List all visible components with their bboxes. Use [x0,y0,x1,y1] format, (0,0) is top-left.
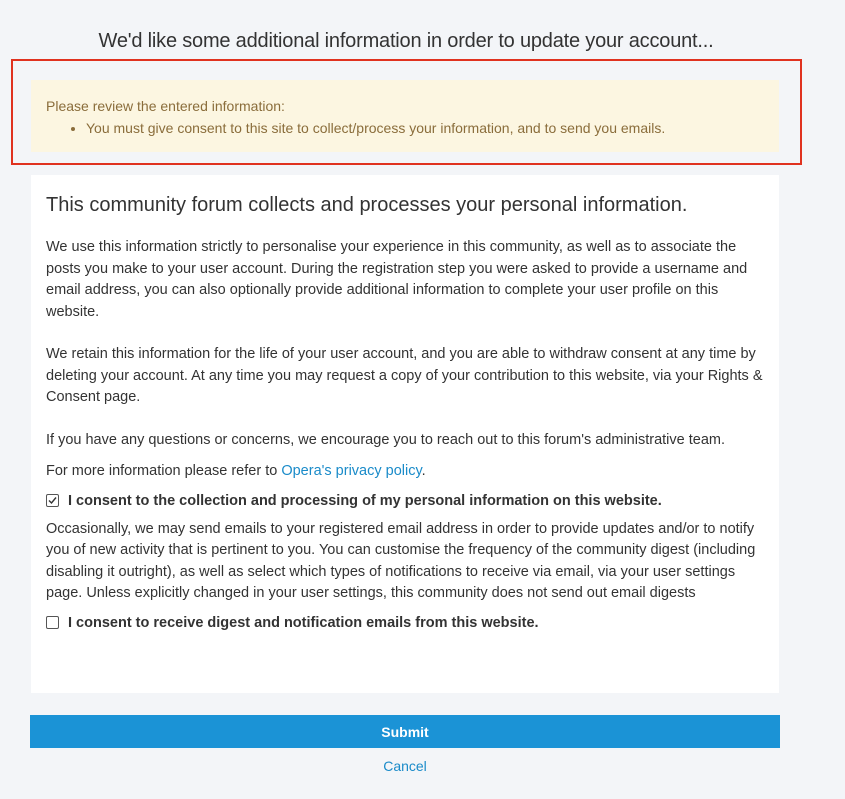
cancel-link [0,758,810,774]
page-title: We'd like some additional information in order to update your account... [98,30,714,52]
consent-emails-row[interactable] [46,615,763,631]
consent-processing-row[interactable] [46,493,763,509]
submit-button[interactable]: Submit [30,715,780,748]
alert-list [46,118,779,138]
info-paragraph-retention: We retain this information for the life of your user account, and you are able to withdraw consent at any time by deleting your account. At any time you may request a copy of your contribution to this website, via your Rights & Consent page. [46,346,763,405]
privacy-suffix: . [421,463,426,479]
info-paragraph-emails: Occasionally, we may send emails to your registered email address in order to provide updates and/or to notify you of new activity that is pertinent to you. You can customise the frequency of the community digest (including disabling it outright), as well as select which types of notifications to receive via email, via your user settings page. Unless explicitly changed in your user settings, this community does not send out email digests [46,520,756,601]
consent-processing-checkbox[interactable] [46,494,59,507]
consent-emails-label: I consent to receive digest and notification emails from this website. [68,614,539,631]
consent-card [31,175,779,693]
info-paragraph-questions: If you have any questions or concerns, we encourage you to reach out to this forum's administrative team. [46,431,725,448]
info-paragraph-usage: We use this information strictly to personalise your experience in this community, as well as to associate the posts you make to your user account. During the registration step you were asked to provide a username and email address, you can also optionally provide additional information to complete your user profile on this website. [46,239,748,320]
privacy-prefix: For more information please refer to [46,463,282,479]
checkmark-icon [48,496,57,505]
validation-alert [31,80,779,152]
cancel-link-text[interactable]: Cancel [383,758,427,774]
privacy-policy-line [46,461,763,483]
consent-processing-label: I consent to the collection and processing of my personal information on this website. [68,492,662,509]
privacy-policy-link[interactable]: Opera's privacy policy [281,463,422,479]
alert-item: • You must give consent to this site to collect/process your information, and to send you emails. [86,118,779,138]
alert-heading: Please review the entered information: [46,98,285,114]
consent-emails-checkbox[interactable] [46,616,59,629]
card-heading: This community forum collects and processes your personal information. [46,194,688,216]
